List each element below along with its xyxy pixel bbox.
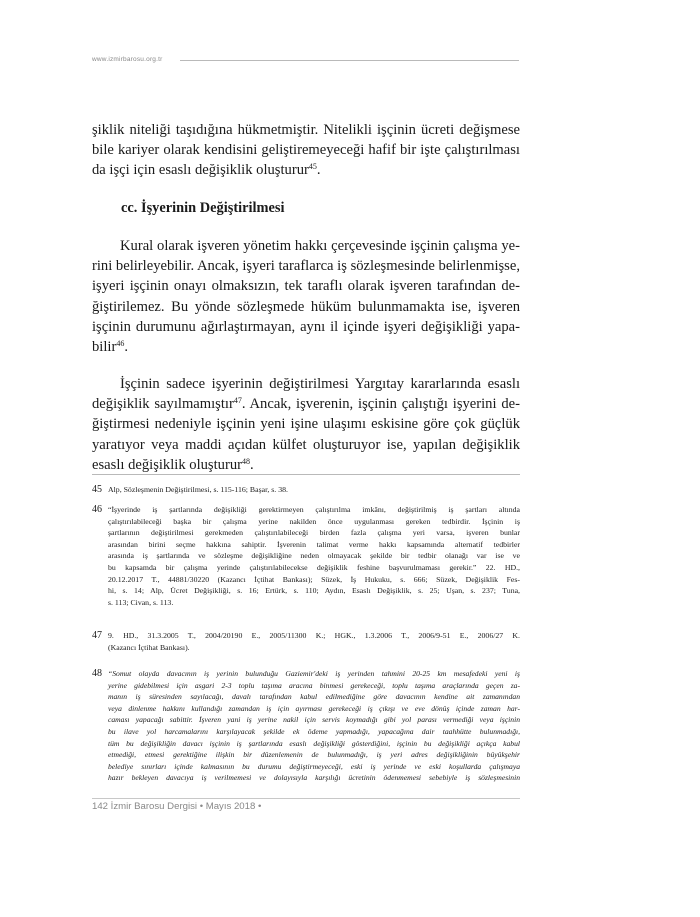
footnote-divider bbox=[92, 474, 520, 475]
footnote-line: 20.12.2017 T., 44881/30220 (Kazancı İçtihat Bankası); Süzek, İş Hukuku, s. 666; Süzek, Değişiklik Fes- bbox=[108, 574, 520, 584]
footnote-ref-46: 46 bbox=[116, 339, 125, 349]
footnote-number: 46 bbox=[92, 504, 102, 515]
footnote-line: hazır bekleyen davacıya iş verilmemesi ve dolayısıyla karşılığı ücretinin ödenmemesi sebebiyle iş sözleşmesinin bbox=[108, 773, 520, 783]
footnote-line: yerine gidebilmesi için asgari 2-3 toplu taşıma aracına binmesi gerekeceği, toplu taşıma araçlarında geçen za- bbox=[108, 680, 520, 690]
p3-line-3: ğiştirmesi nedeniyle işçinin yeni işine ulaşımı eskisine göre çok güçlük bbox=[92, 416, 520, 433]
footnote-ref-47: 47 bbox=[233, 396, 242, 406]
footnote-line: arasından birini seçme hakkına sahiptir. İşverenin talimat verme hakkı kapsamında alternatif tedbirler bbox=[108, 539, 520, 549]
footnote-line: manın iş süresinden sayılacağı, davalı tarafından kabul edilmediğine göre davacının kendine ait zamanından bbox=[108, 692, 520, 702]
footnote-line: “İşyerinde iş şartlarında değişikliği gerektirmeyen çalıştırılma imkânı, değiştirilmiş iş şartları altında bbox=[108, 505, 520, 514]
p2-line-6: bilir$^{46}$. bbox=[92, 339, 128, 356]
footnote-number: 47 bbox=[92, 630, 102, 641]
paragraph-1 bbox=[92, 120, 520, 181]
footnote-45 bbox=[92, 484, 520, 496]
footnote-line: etmediği, etmesi gerektiğine ilişkin bir düzenlemenin de bulunmadığı, iş yeri adres değişikliğinin büyükşehir bbox=[108, 750, 520, 760]
footnote-number: 45 bbox=[92, 484, 102, 495]
p3-line-4: yaratıyor veya maddi açıdan külfet oluşturuyor ise, yapılan değişiklik bbox=[92, 436, 520, 453]
footnote-line: (Kazancı İçtihat Bankası). bbox=[108, 642, 190, 652]
footnote-line: arasında iş şartlarında ve sözleşme değişikliğine neden olmayacak şekilde bir tedbir olanağı var ise ve bbox=[108, 551, 520, 561]
p3-line-1: İşçinin sadece işyerinin değiştirilmesi Yargıtay kararlarında esaslı bbox=[120, 376, 520, 392]
footnote-number: 48 bbox=[92, 668, 102, 679]
p1-line-3: da işçi için esaslı değişiklik oluşturur$^{45}$. bbox=[92, 162, 321, 179]
p1-line-2: bile kariyer olarak kendisini geliştiremeyeceği hafif bir işte çalıştırılması bbox=[92, 142, 520, 159]
footnote-48 bbox=[92, 668, 520, 784]
p2-line-1: Kural olarak işveren yönetim hakkı çerçevesinde işçinin çalışma ye- bbox=[120, 238, 520, 254]
p3-line-5: esaslı değişiklik oluşturur$^{48}$. bbox=[92, 456, 254, 473]
section-heading: cc. İşyerinin Değiştirilmesi bbox=[121, 200, 285, 216]
footnote-ref-45: 45 bbox=[308, 162, 317, 172]
page-footer: 142 İzmir Barosu Dergisi • Mayıs 2018 • bbox=[92, 801, 262, 812]
footnote-line: Alp, Sözleşmenin Değiştirilmesi, s. 115-116; Başar, s. 38. bbox=[108, 485, 288, 494]
footnote-line: tüm bu değişikliğin davacı işçinin iş şartlarında esaslı değişikliği gösterdiğini, işçinin bu değişikliği açıkça kabul bbox=[108, 738, 520, 748]
p2-line-2: rini belirleyebilir. Ancak, işyeri taraflarca iş sözleşmesinde belirlenmişse, bbox=[92, 258, 520, 275]
footnote-line: belediye sınırları içinde kalmasının bu durumu değiştirmeyeceği, eski iş yerinde ve eski koşullarda çalışmaya bbox=[108, 761, 520, 771]
footnote-line: s. 113; Civan, s. 113. bbox=[108, 597, 174, 607]
footnote-line: 9. HD., 31.3.2005 T., 2004/20190 E., 2005/11300 K.; HGK., 1.3.2006 T., 2006/9-51 E., 2006/27 K. bbox=[108, 631, 520, 640]
footnote-47 bbox=[92, 630, 520, 653]
header-divider bbox=[180, 60, 519, 61]
footnote-ref-48: 48 bbox=[241, 456, 250, 466]
footnote-line: şartlarının değiştirilmesi gerekmeden çalıştırılabileceği birden fazla çalışma yeri varsa, işveren bunlar bbox=[108, 528, 520, 538]
footnote-line: bu kapsamda bir çalışma yerinde çalıştırılabilecekse değişiklik feshine başvurulmaması gerekir.” 22. HD., bbox=[108, 562, 520, 572]
footnote-46 bbox=[92, 504, 520, 608]
footnote-line: çalıştırılabileceği başka bir çalışma yerine nakilden önce uygulanması gereken tedbirdir. İşçinin iş bbox=[108, 516, 520, 526]
p2-line-5: işçinin durumunu ağırlaştırmayan, aynı il içinde işyeri değişikliği yapa- bbox=[92, 318, 520, 335]
footer-divider bbox=[92, 798, 520, 799]
p2-line-3: işyeri işçinin onayı olmaksızın, tek taraflı olarak işveren tarafından de- bbox=[92, 278, 520, 295]
header-url: www.izmirbarosu.org.tr bbox=[92, 56, 163, 63]
footnote-line: veya dinlenme hakkını kullandığı zamandan iş için ayırması gerekeceği iş çıkışı ve eve dönüş içinde zaman har- bbox=[108, 703, 520, 713]
footnote-line: caması yapacağı sabittir. İşveren yani iş yerine nakil için servis koymadığı gibi yol parası vermediği veya işçinin bbox=[108, 715, 520, 725]
p1-line-1: şiklik niteliği taşıdığına hükmetmiştir. Nitelikli işçinin ücreti değişmese bbox=[92, 122, 520, 138]
p2-line-4: ğiştirilemez. Bu yönde sözleşmede hüküm bulunmamakta ise, işveren bbox=[92, 298, 520, 315]
footnote-line: bu ilave yol harcamalarını karşılayacak şekilde ek ödeme yapmadığı, yapacağına dair taahhütte bulunmadığı, bbox=[108, 726, 520, 736]
footnote-line: hi, s. 14; Alp, Ücret Değişikliği, s. 16; Ertürk, s. 110; Aydın, Esaslı Değişiklik, s. 25; Uşan, s. 237; Tuna, bbox=[108, 586, 520, 596]
p3-line-2: değişiklik sayılmamıştır$^{47}$. Ancak, işverenin, işçinin çalıştığı işyerini de- bbox=[92, 396, 520, 413]
footnote-line: “Somut olayda davacının iş yerinin bulunduğu Gaziemir'deki iş yerinden tahmini 20-25 km mesafedeki yeni iş bbox=[108, 669, 520, 678]
paragraph-2 bbox=[92, 236, 520, 357]
paragraph-3 bbox=[92, 374, 520, 475]
